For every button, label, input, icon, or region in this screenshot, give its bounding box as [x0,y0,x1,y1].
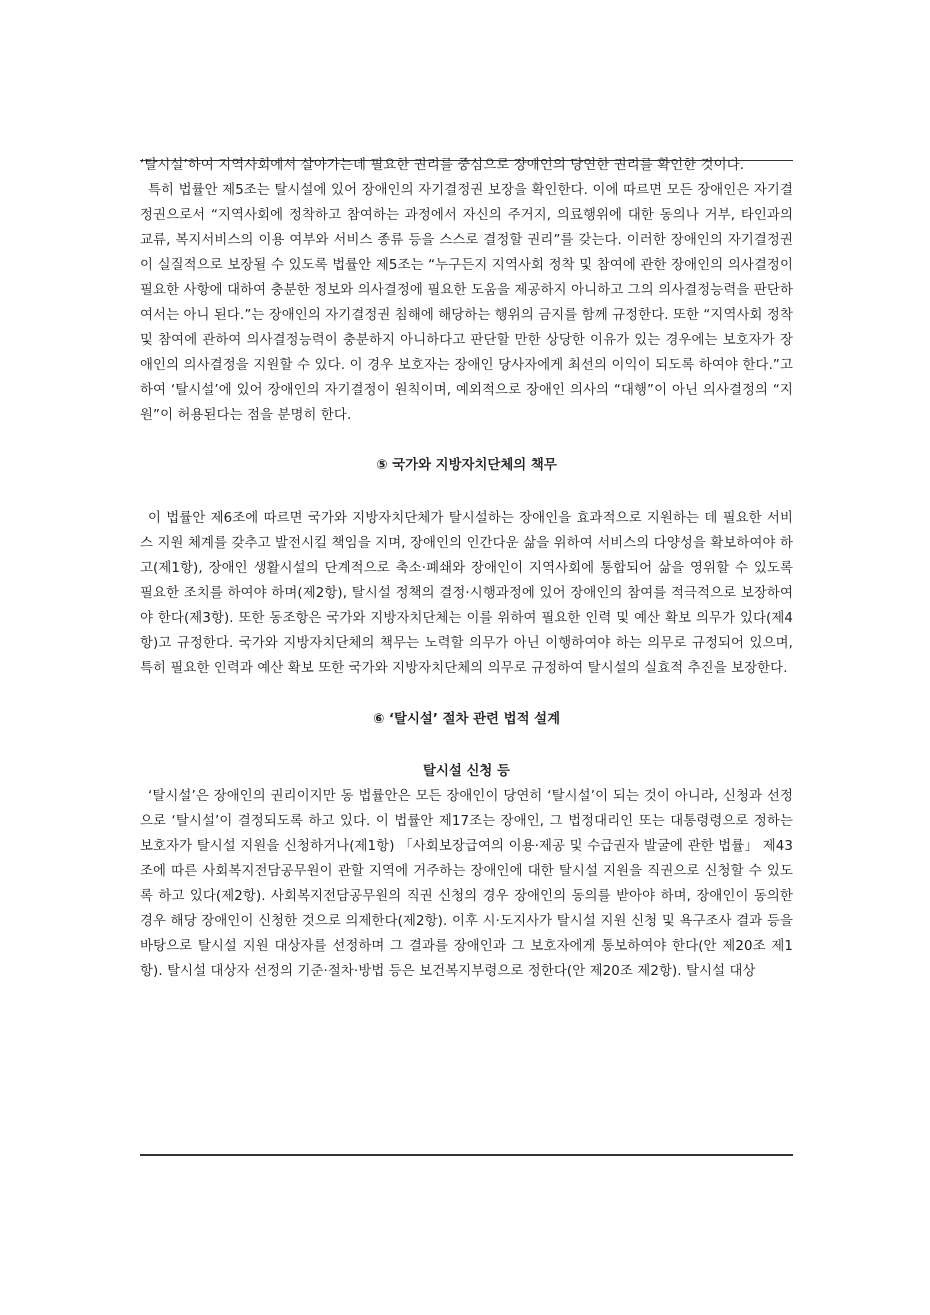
paragraph-continuation: ‘탈시설’하여 지역사회에서 살아가는데 필요한 권리를 중심으로 장애인의 당연한 권리를 확인한 것이다. [140,158,745,173]
paragraph-application: ‘탈시설’은 장애인의 권리이지만 동 법률안은 모든 장애인이 당연히 ‘탈시설’이 되는 것이 아니라, 신청과 선정으로 ‘탈시설’이 결정되도록 하고 있다. 이 법률안 제17조는 장애인, 그 법정대리인 또는 대통령령으로 정하는 보호자가 탈시설 지원을 신청하거나(제1항) 「사회보장급여의 이용·제공 및 수급권자 발굴에 관한 법률」 제43조에 따른 사회복지전담공무원이 관할 지역에 거주하는 장애인에 대한 탈시설 지원을 직권으로 신청할 수 있도록 하고 있다(제2항). 사회복지전담공무원의 직권 신청의 경우 장애인의 동의를 받아야 하며, 장애인이 동의한 경우 해당 장애인이 신청한 것으로 의제한다(제2항). 이후 시·도지사가 탈시설 지원 신청 및 욕구조사 결과 등을 바탕으로 탈시설 지원 대상자를 선정하며 그 결과를 장애인과 그 보호자에게 통보하여야 한다(안 제20조 제1항). 탈시설 대상자 선정의 기준·절차·방법 등은 보건복지부령으로 정한다(안 제20조 제2항). 탈시설 대상 [140,789,793,979]
section-heading-6: ⑥ ‘탈시설’ 절차 관련 법적 설계 [372,712,561,727]
paragraph-state-duties: 이 법률안 제6조에 따르면 국가와 지방자치단체가 탈시설하는 장애인을 효과적으로 지원하는 데 필요한 서비스 지원 체계를 갖추고 발전시킬 책임을 지며, 장애인의 인간다운 삶을 위하여 서비스의 다양성을 확보하여야 하고(제1항), 장애인 생활시설의 단계적으로 축소·폐쇄와 장애인이 지역사회에 통합되어 삶을 영위할 수 있도록 필요한 조치를 하여야 하며(제2항), 탈시설 정책의 결정·시행과정에 있어 장애인의 참여를 적극적으로 보장하여야 한다(제3항). 또한 동조항은 국가와 지방자치단체는 이를 위하여 필요한 인력 및 예산 확보 의무가 있다(제4항)고 규정한다. 국가와 지방자치단체의 책무는 노력할 의무가 아닌 이행하여야 하는 의무로 규정되어 있으며, 특히 필요한 인력과 예산 확보 또한 국가와 지방자치단체의 의무로 규정하여 탈시설의 실효적 추진을 보장한다. [140,511,793,676]
document-body [140,153,793,984]
section-heading-5: ⑤ 국가와 지방자치단체의 책무 [376,458,557,473]
paragraph-self-determination: 특히 법률안 제5조는 탈시설에 있어 장애인의 자기결정권 보장을 확인한다. 이에 따르면 모든 장애인은 자기결정권으로서 “지역사회에 정착하고 참여하는 과정에서 자신의 주거지, 의료행위에 대한 동의나 거부, 타인과의 교류, 복지서비스의 이용 여부와 서비스 종류 등을 스스로 결정할 권리”를 갖는다. 이러한 장애인의 자기결정권이 실질적으로 보장될 수 있도록 법률안 제5조는 “누구든지 지역사회 정착 및 참여에 관한 장애인의 의사결정이 필요한 사항에 대하여 충분한 정보와 의사결정에 필요한 도움을 제공하지 아니하고 그의 의사결정능력을 판단하여서는 아니 된다.”는 장애인의 자기결정권 침해에 해당하는 행위의 금지를 함께 규정한다. 또한 “지역사회 정착 및 참여에 관하여 의사결정능력이 충분하지 아니하다고 판단할 만한 상당한 이유가 있는 경우에는 보호자가 장애인의 의사결정을 지원할 수 있다. 이 경우 보호자는 장애인 당사자에게 최선의 이익이 되도록 하여야 한다.”고 하여 ‘탈시설’에 있어 장애인의 자기결정이 원칙이며, 예외적으로 장애인 의사의 “대행”이 아닌 의사결정의 “지원”이 허용된다는 점을 분명히 한다. [140,183,793,423]
bottom-rule [140,1154,793,1156]
subsection-heading: 탈시설 신청 등 [423,764,510,779]
